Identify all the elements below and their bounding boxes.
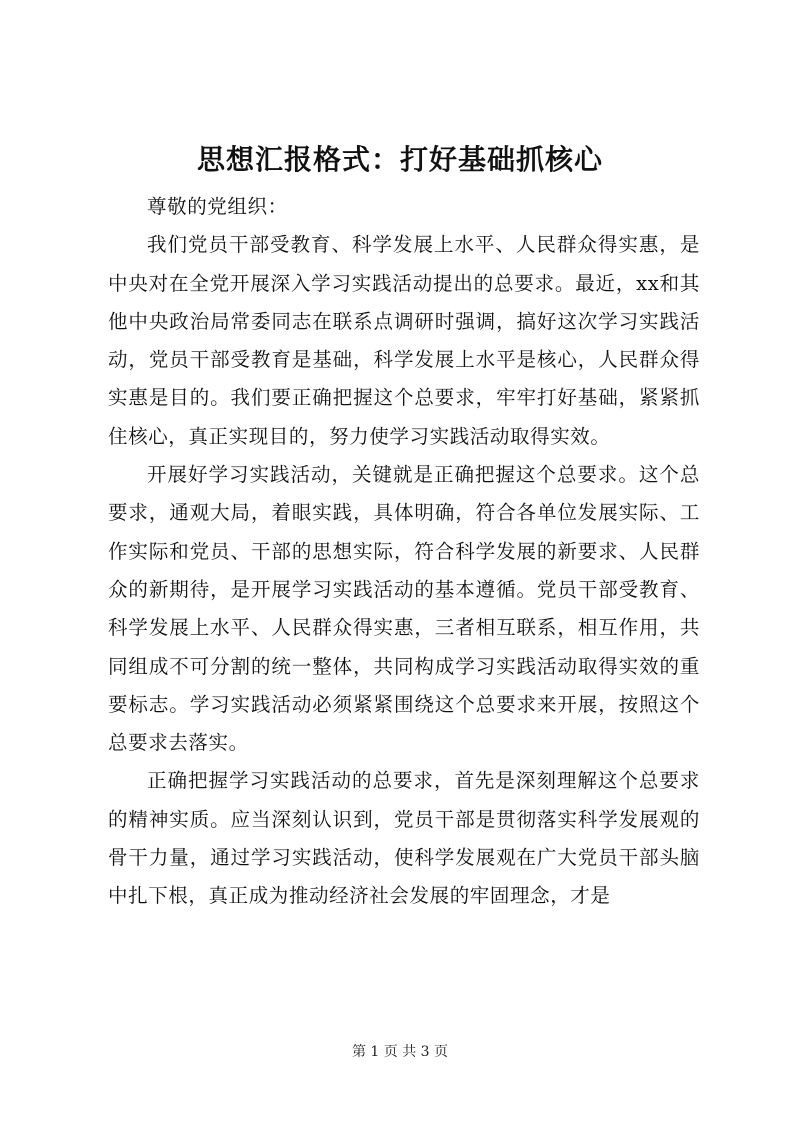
paragraph: 开展好学习实践活动，关键就是正确把握这个总要求。这个总要求，通观大局，着眼实践，具体明确，符合各单位发展实际、工作实际和党员、干部的思想实际，符合科学发展的新要求、人民群众的新期待，是开展学习实践活动的基本遵循。党员干部受教育、科学发展上水平、人民群众得实惠，三者相互联系，相互作用，共同组成不可分割的统一整体，共同构成学习实践活动取得实效的重要标志。学习实践活动必须紧紧围绕这个总要求来开展，按照这个总要求去落实。 xyxy=(108,463,700,755)
salutation: 尊敬的党组织： xyxy=(147,195,288,218)
paragraph: 我们党员干部受教育、科学发展上水平、人民群众得实惠，是中央对在全党开展深入学习实践活动提出的总要求。最近，xx和其他中央政治局常委同志在联系点调研时强调，搞好这次学习实践活动，党员干部受教育是基础，科学发展上水平是核心，人民群众得实惠是目的。我们要正确把握这个总要求，牢牢打好基础，紧紧抓住核心，真正实现目的，努力使学习实践活动取得实效。 xyxy=(108,233,700,448)
paragraph: 正确把握学习实践活动的总要求，首先是深刻理解这个总要求的精神实质。应当深刻认识到，党员干部是贯彻落实科学发展观的骨干力量，通过学习实践活动，使科学发展观在广大党员干部头脑中扎下根，真正成为推动经济社会发展的牢固理念，才是 xyxy=(108,769,700,908)
document-body xyxy=(108,188,700,916)
page-number-footer: 第 1 页 共 3 页 xyxy=(351,1044,449,1060)
document-title: 思想汇报格式：打好基础抓核心 xyxy=(196,143,603,176)
